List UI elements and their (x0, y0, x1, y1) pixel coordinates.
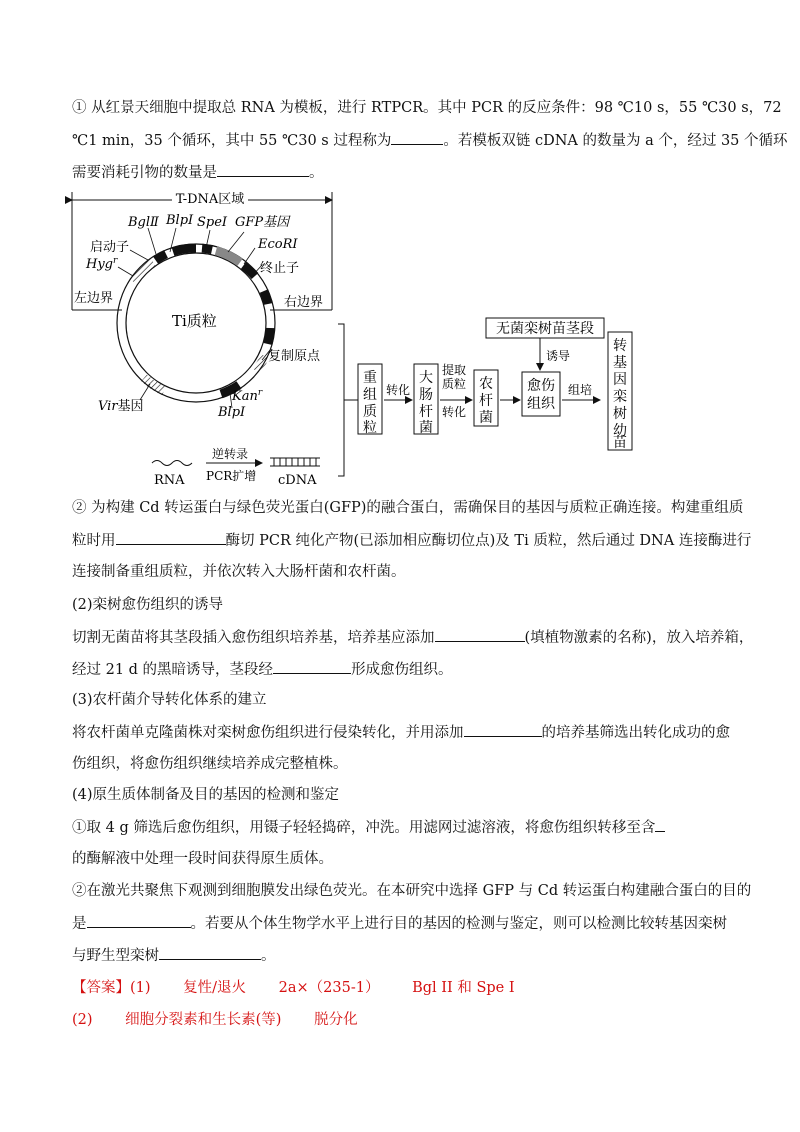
stem-label: 无菌栾树苗茎段 (496, 321, 594, 337)
promoter-label: 启动子 (90, 240, 130, 255)
svg-text:转: 转 (613, 338, 627, 354)
svg-text:组: 组 (363, 387, 377, 403)
svg-text:愈伤: 愈伤 (527, 378, 555, 394)
rna-wave (152, 461, 192, 466)
answer-blank[interactable] (464, 722, 542, 737)
svg-text:重: 重 (363, 370, 377, 386)
svg-text:粒: 粒 (363, 420, 377, 436)
answer-1: 复性/退火 (183, 980, 247, 996)
section2-line2: 经过 21 d 的黑暗诱导，茎段经 形成愈伤组织。 (72, 659, 752, 680)
section4-line2: 的酶解液中处理一段时间获得原生质体。 (72, 851, 333, 867)
answer-2: 2a×（235-1） (278, 980, 380, 996)
spe-label: SpeⅠ (197, 215, 228, 230)
q1-line3: 需要消耗引物的数量是 。 (72, 162, 752, 183)
q2-line1: ② 为构建 Cd 转运蛋白与绿色荧光蛋白(GFP)的融合蛋白，需确保目的基因与质粒正确连接。构建重组质 (72, 500, 744, 516)
answer-blank[interactable] (159, 945, 261, 960)
bgl-label: BglⅡ (128, 215, 159, 230)
terminator-label: 终止子 (260, 261, 300, 276)
vir-label: Vir基因 (98, 399, 144, 414)
q1-line1: ① 从红景天细胞中提取总 RNA 为模板，进行 RTPCR。其中 PCR 的反应条件：98 ℃10 s，55 ℃30 s，72 (72, 100, 782, 116)
section3-heading: (3)农杆菌介导转化体系的建立 (72, 692, 267, 708)
answer-blank[interactable] (87, 913, 191, 928)
answer-blank[interactable] (116, 530, 226, 545)
answer-blank[interactable] (655, 817, 665, 832)
svg-text:菌: 菌 (479, 410, 493, 426)
rna-label: RNA (154, 473, 185, 488)
section4-line1: ①取 4 g 筛选后愈伤组织，用镊子轻轻捣碎，冲洗。用滤网过滤溶液，将愈伤组织转移至含 (72, 817, 752, 838)
answer-label-2: (2) (72, 1012, 93, 1028)
cdna-symbol (270, 458, 320, 466)
section3-line1: 将农杆菌单克隆菌株对栾树愈伤组织进行侵染转化，并用添加 的培养基筛选出转化成功的愈 (72, 722, 752, 743)
answer-label: 【答案】(1) (72, 980, 151, 996)
q2-line3: 连接制备重组质粒，并依次转入大肠杆菌和农杆菌。 (72, 564, 406, 580)
svg-text:肠: 肠 (419, 387, 433, 403)
transform1-label: 转化 (386, 383, 411, 397)
blp-top-label: BlpⅠ (166, 213, 194, 228)
hyg-label: Hyg$^r$ (86, 256, 118, 272)
answer-b1: 细胞分裂素和生长素(等) (125, 1012, 282, 1028)
svg-text:基: 基 (613, 355, 627, 371)
answer-line2 (72, 1010, 752, 1030)
induce-label: 诱导 (546, 349, 571, 363)
svg-text:杆: 杆 (419, 404, 433, 420)
rt-label: 逆转录 (212, 447, 249, 461)
svg-text:杆: 杆 (479, 393, 493, 409)
answer-b2: 脱分化 (314, 1012, 358, 1028)
svg-text:大: 大 (419, 370, 433, 386)
ti-plasmid-label: Ti质粒 (172, 312, 217, 330)
section3-line2: 伤组织，将愈伤组织继续培养成完整植株。 (72, 756, 348, 772)
eco-label: EcoRⅠ (258, 237, 298, 252)
answer-blank[interactable] (273, 659, 351, 674)
svg-text:树: 树 (613, 406, 627, 422)
svg-text:组织: 组织 (527, 396, 555, 412)
section4-line5: 与野生型栾树 。 (72, 945, 752, 966)
right-border-label: 右边界 (284, 295, 324, 310)
svg-text:因: 因 (613, 372, 627, 388)
extract-label-2: 质粒 (442, 377, 467, 391)
svg-text:幼: 幼 (613, 423, 627, 439)
kan-label: Kan$^r$ (232, 388, 263, 404)
answer-3: Bgl II 和 Spe I (412, 980, 515, 996)
section4-line4: 是 。若要从个体生物学水平上进行目的基因的检测与鉴定，则可以检测比较转基因栾树 (72, 913, 752, 934)
svg-text:农: 农 (479, 376, 493, 392)
tdna-label: T-DNA区域 (175, 192, 245, 207)
section2-line1: 切割无菌苗将其茎段插入愈伤组织培养基，培养基应添加 (填植物激素的名称)，放入培养箱， (72, 627, 752, 648)
svg-text:苗: 苗 (613, 435, 627, 451)
section4-heading: (4)原生质体制备及目的基因的检测和鉴定 (72, 787, 340, 803)
answer-blank[interactable] (391, 130, 443, 145)
gfp-label: GFP基因 (235, 215, 290, 230)
plasmid-figure (0, 188, 800, 488)
svg-text:菌: 菌 (419, 420, 433, 436)
section4-line3: ②在激光共聚焦下观测到细胞膜发出绿色荧光。在本研究中选择 GFP 与 Cd 转运蛋白构建融合蛋白的目的 (72, 883, 752, 899)
culture-label: 组培 (568, 383, 593, 397)
ori-label: 复制原点 (268, 349, 321, 364)
answer-blank[interactable] (217, 162, 309, 177)
blp-bottom-label: BlpⅠ (218, 405, 246, 420)
left-border-label: 左边界 (74, 291, 114, 306)
answer-blank[interactable] (435, 627, 525, 642)
svg-text:栾: 栾 (613, 389, 627, 405)
transform2-label: 转化 (442, 405, 467, 419)
svg-text:质: 质 (363, 404, 377, 420)
extract-label-1: 提取 (442, 363, 467, 377)
answer-line1 (72, 978, 752, 998)
section2-heading: (2)栾树愈伤组织的诱导 (72, 597, 224, 613)
pcr-label: PCR扩增 (206, 469, 257, 483)
q2-line2: 粒时用 酶切 PCR 纯化产物(已添加相应酶切位点)及 Ti 质粒，然后通过 DNA 连接酶进行 (72, 530, 752, 551)
q1-line2: ℃1 min，35 个循环，其中 55 ℃30 s 过程称为 。若模板双链 cDNA 的数量为 a 个，经过 35 个循环 (72, 130, 752, 151)
cdna-label: cDNA (278, 473, 317, 488)
